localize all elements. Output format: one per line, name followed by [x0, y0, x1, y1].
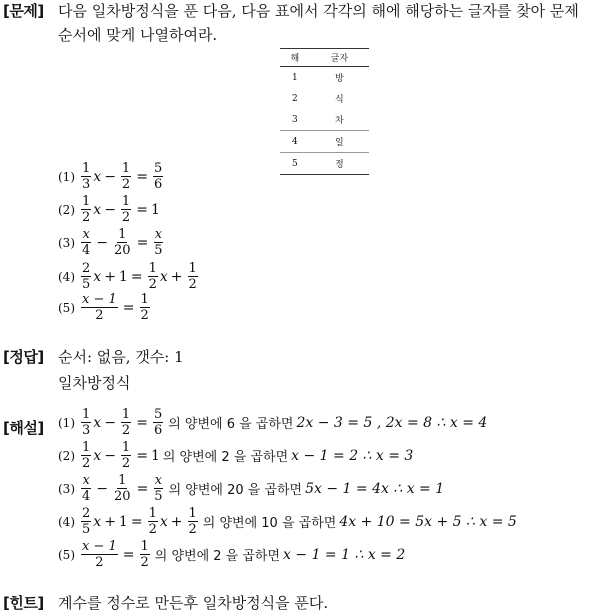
- solution-step-2: (2) $\frac{1}{2}$ x − $\frac{1}{2}$ = 1 의 양변에 2 을 곱하면 x − 1 = 2 ∴ x = 3: [58, 440, 414, 471]
- equation-3: (3) $\frac{x}{4}$ − $\frac{1}{20}$ = $\frac{x}{5}$: [58, 227, 163, 258]
- equation-4: (4) $\frac{2}{5}$ x + 1 = $\frac{1}{2}$ x + $\frac{1}{2}$: [58, 261, 197, 292]
- table-cell: 2: [291, 93, 298, 104]
- answer-tag: [정답]: [3, 348, 44, 366]
- hint-tag: [힌트]: [3, 594, 44, 612]
- hint-text: 계수를 정수로 만든후 일차방정식을 푼다.: [58, 594, 329, 612]
- answer-line2: 일차방정식: [58, 374, 131, 392]
- problem-text-line1: 다음 일차방정식을 푼 다음, 다음 표에서 각각의 해에 해당하는 글자를 찾아 문제: [58, 2, 579, 20]
- table-cell: 차: [334, 116, 344, 126]
- table-cell: 정: [310, 153, 369, 175]
- equation-2: (2) $\frac{1}{2}$ x − $\frac{1}{2}$ = 1: [58, 194, 160, 225]
- table-cell: 식: [334, 95, 344, 105]
- solution-step-5: (5) $\frac{x - 1}{2}$ = $\frac{1}{2}$ 의 양변에 2 을 곱하면 x − 1 = 1 ∴ x = 2: [58, 539, 406, 570]
- solution-step-1: (1) $\frac{1}{3}$ x − $\frac{1}{2}$ = $\frac{5}{6}$ 의 양변에 6 을 곱하면 2x − 3 = 5 , 2x = 8 ∴ x = 4: [58, 407, 488, 438]
- table-header: 해: [280, 49, 310, 67]
- equation-5: (5) $\frac{x - 1}{2}$ = $\frac{1}{2}$: [58, 292, 149, 323]
- table-cell: 5: [280, 153, 310, 175]
- table-cell: 3: [291, 114, 298, 125]
- problem-tag: [문제]: [3, 2, 44, 20]
- solution-step-4: (4) $\frac{2}{5}$ x + 1 = $\frac{1}{2}$ x + $\frac{1}{2}$ 의 양변에 10 을 곱하면 4x + 10 = 5x + 5 ∴ x = 5: [58, 506, 517, 537]
- problem-text-line2: 순서에 맞게 나열하여라.: [58, 26, 218, 44]
- answer-line1: 순서: 없음, 갯수: 1: [58, 348, 184, 366]
- table-cell: 1: [291, 72, 298, 83]
- solution-step-3: (3) $\frac{x}{4}$ − $\frac{1}{20}$ = $\frac{x}{5}$ 의 양변에 20 을 곱하면 5x − 1 = 4x ∴ x = 1: [58, 473, 445, 504]
- answer-table: [280, 48, 369, 175]
- table-cell: 방: [334, 74, 344, 84]
- equation-1: (1) $\frac{1}{3}$ x − $\frac{1}{2}$ = $\frac{5}{6}$: [58, 161, 163, 192]
- item-number: (1): [58, 169, 75, 184]
- table-cell: 4: [280, 131, 310, 153]
- solution-tag: [해설]: [3, 419, 44, 437]
- table-header: 글자: [310, 49, 369, 67]
- table-cell: 일: [310, 131, 369, 153]
